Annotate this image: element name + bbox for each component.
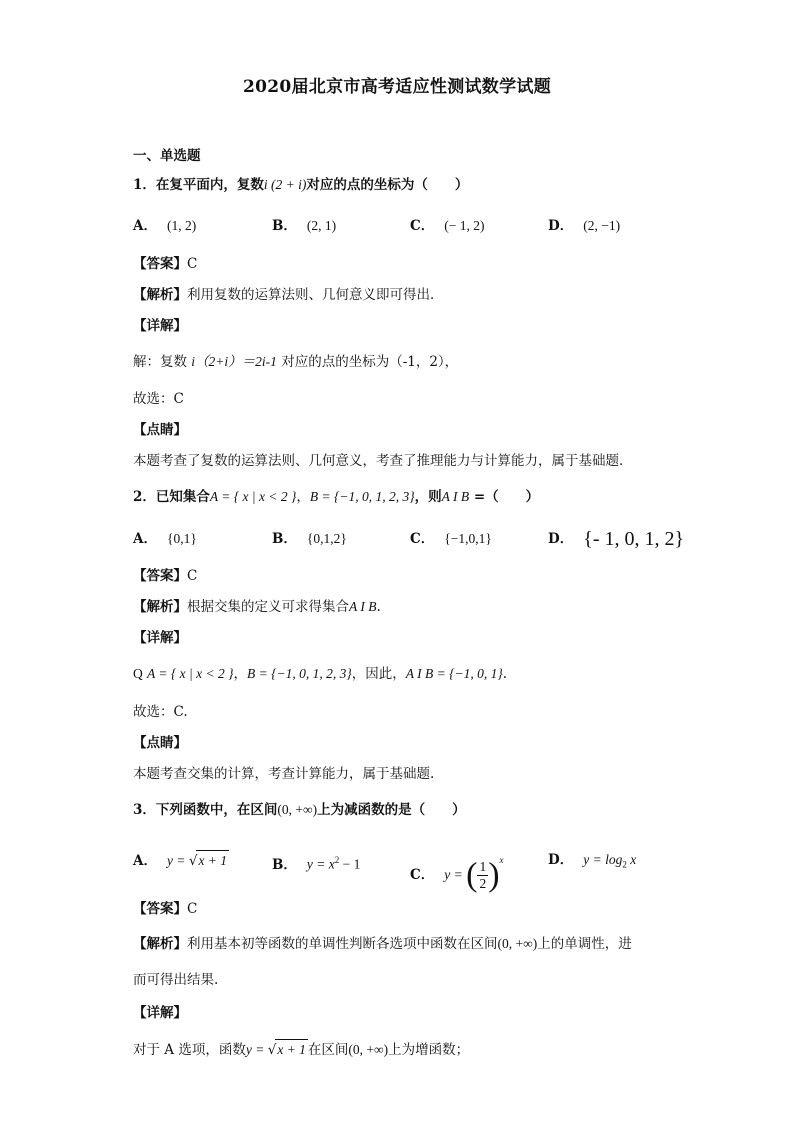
q3-option-b: B． $y = x^2 - 1$ xyxy=(272,855,361,873)
section-heading: 一、单选题 xyxy=(133,148,201,164)
q2-detail-heading: 【详解】 xyxy=(133,630,187,646)
q1-answer: 【答案】C xyxy=(133,256,198,272)
q1-option-c: C． (− 1, 2) xyxy=(410,218,485,234)
q1-detail-heading: 【详解】 xyxy=(133,318,187,334)
q2-answer: 【答案】C xyxy=(133,568,198,584)
q1-option-a: A． (1, 2) xyxy=(133,218,197,234)
q1-analysis: 【解析】利用复数的运算法则、几何意义即可得出． xyxy=(133,287,444,303)
q3-option-d: D． $y = \log_2 x$ xyxy=(548,852,637,870)
q2-detail: Q A = { x | x < 2 }，B = {−1, 0, 1, 2, 3}，因此，A I B = {−1, 0, 1}. xyxy=(133,666,508,682)
page-title: 2020届北京市高考适应性测试数学试题 xyxy=(242,77,551,97)
q3-analysis: 【解析】利用基本初等函数的单调性判断各选项中函数在区间(0, +∞)上的单调性，进 xyxy=(133,936,632,952)
q2-option-d: D． {- 1, 0, 1, 2} xyxy=(548,528,685,550)
q1-choose: 故选：C xyxy=(133,391,184,407)
q2-option-b: B． {0,1,2} xyxy=(272,531,347,547)
q3-option-a: A． y = √x + 1 xyxy=(133,850,229,871)
q3-detail-heading: 【详解】 xyxy=(133,1005,187,1021)
fraction-one-half: $\frac{1}{2}$ xyxy=(479,859,487,891)
q1-stem: 1．在复平面内，复数i (2 + i)对应的点的坐标为（ ） xyxy=(133,177,469,193)
q3-option-c: C． y = ( $\frac{1}{2}$ )$^x$ xyxy=(410,855,504,894)
q1-option-b: B． (2, 1) xyxy=(272,218,337,234)
q2-choose: 故选：C. xyxy=(133,704,188,720)
q1-comment: 本题考查了复数的运算法则、几何意义，考查了推理能力与计算能力，属于基础题． xyxy=(133,453,633,469)
q1-comment-heading: 【点睛】 xyxy=(133,422,187,438)
q3-analysis-cont: 而可得出结果. xyxy=(133,972,219,988)
q1-detail: 解：复数 i（2+i）＝2i-1 对应的点的坐标为（-1，2）， xyxy=(133,354,459,370)
q3-detail: 对于 A 选项，函数y = √x + 1 在区间(0, +∞)上为增函数； xyxy=(133,1039,469,1060)
q3-stem: 3．下列函数中，在区间(0, +∞)上为减函数的是（ ） xyxy=(133,802,466,818)
q3-answer: 【答案】C xyxy=(133,901,198,917)
q2-option-c: C． {−1,0,1} xyxy=(410,531,492,547)
q1-option-d: D． (2, −1) xyxy=(548,218,621,234)
q2-comment-heading: 【点睛】 xyxy=(133,735,187,751)
q2-stem: 2．已知集合A = { x | x < 2 }，B = {−1, 0, 1, 2, 3}，则A I B =（ ） xyxy=(133,489,540,505)
q2-option-a: A． {0,1} xyxy=(133,531,197,547)
q1-expression: i (2 + i) xyxy=(263,177,307,192)
q2-analysis: 【解析】根据交集的定义可求得集合A I B. xyxy=(133,599,381,615)
q2-comment: 本题考查交集的计算，考查计算能力，属于基础题. xyxy=(133,766,435,782)
